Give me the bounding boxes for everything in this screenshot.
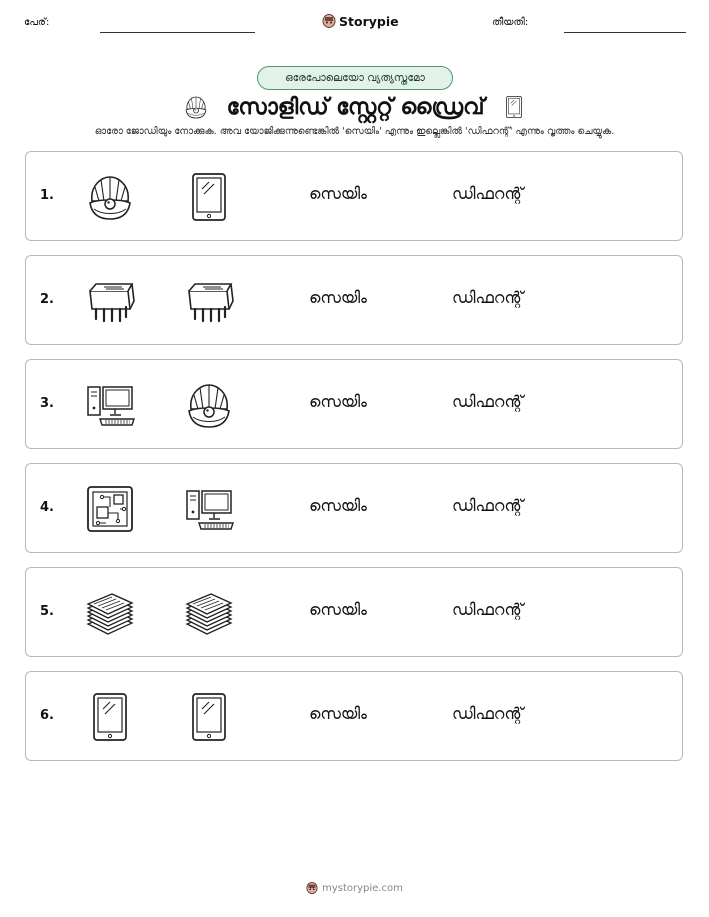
question-number: 5. [40,604,54,619]
storypie-mascot-icon [322,13,336,29]
question-number: 6. [40,708,54,723]
footer-link[interactable]: mystorypie.com [322,882,403,894]
computer-icon [183,483,235,535]
page-title: സോളിഡ് സ്റ്റേറ്റ് ഡ്രൈവ് [226,94,485,120]
different-option[interactable]: ഡിഫറന്റ് [452,496,524,515]
shell-icon [183,379,235,431]
computer-icon [84,379,136,431]
tablet-icon [84,691,136,743]
stack-icon [183,587,235,639]
same-option[interactable]: സെയിം [309,600,367,619]
question-number: 2. [40,292,54,307]
question-number: 4. [40,500,54,515]
stack-icon [84,587,136,639]
name-label: പേര്: [24,17,50,28]
same-option[interactable]: സെയിം [309,184,367,203]
storypie-logo [322,13,399,29]
circuit-board-icon [84,483,136,535]
title-row [0,92,709,122]
different-option[interactable]: ഡിഫറന്റ് [452,600,524,619]
storypie-mascot-icon [306,881,318,895]
shell-icon [84,171,136,223]
question-row [25,671,683,761]
tablet-icon [183,171,235,223]
different-option[interactable]: ഡിഫറന്റ് [452,704,524,723]
tablet-icon [502,94,526,120]
chip-icon [183,275,235,327]
different-option[interactable]: ഡിഫറന്റ് [452,288,524,307]
category-badge: ഒരേപോലെയോ വ്യത്യസ്തമോ [257,66,453,90]
chip-icon [84,275,136,327]
same-option[interactable]: സെയിം [309,496,367,515]
date-line[interactable] [564,32,686,33]
question-row [25,151,683,241]
footer [0,881,709,895]
name-line[interactable] [100,32,255,33]
question-number: 1. [40,188,54,203]
same-option[interactable]: സെയിം [309,704,367,723]
question-row [25,359,683,449]
brand-name: Storypie [339,13,399,29]
date-label: തീയതി: [492,17,529,28]
shell-icon [183,94,209,120]
different-option[interactable]: ഡിഫറന്റ് [452,184,524,203]
different-option[interactable]: ഡിഫറന്റ് [452,392,524,411]
question-number: 3. [40,396,54,411]
same-option[interactable]: സെയിം [309,288,367,307]
question-row [25,463,683,553]
question-row [25,255,683,345]
same-option[interactable]: സെയിം [309,392,367,411]
question-row [25,567,683,657]
instructions: ഓരോ ജോഡിയും നോക്കുക. അവ യോജിക്കുന്നുണ്ടെങ്കിൽ 'സെയിം' എന്നും ഇല്ലെങ്കിൽ 'ഡിഫറന്റ്' എന്നും വൃത്തം ചെയ്യുക. [94,126,615,137]
tablet-icon [183,691,235,743]
